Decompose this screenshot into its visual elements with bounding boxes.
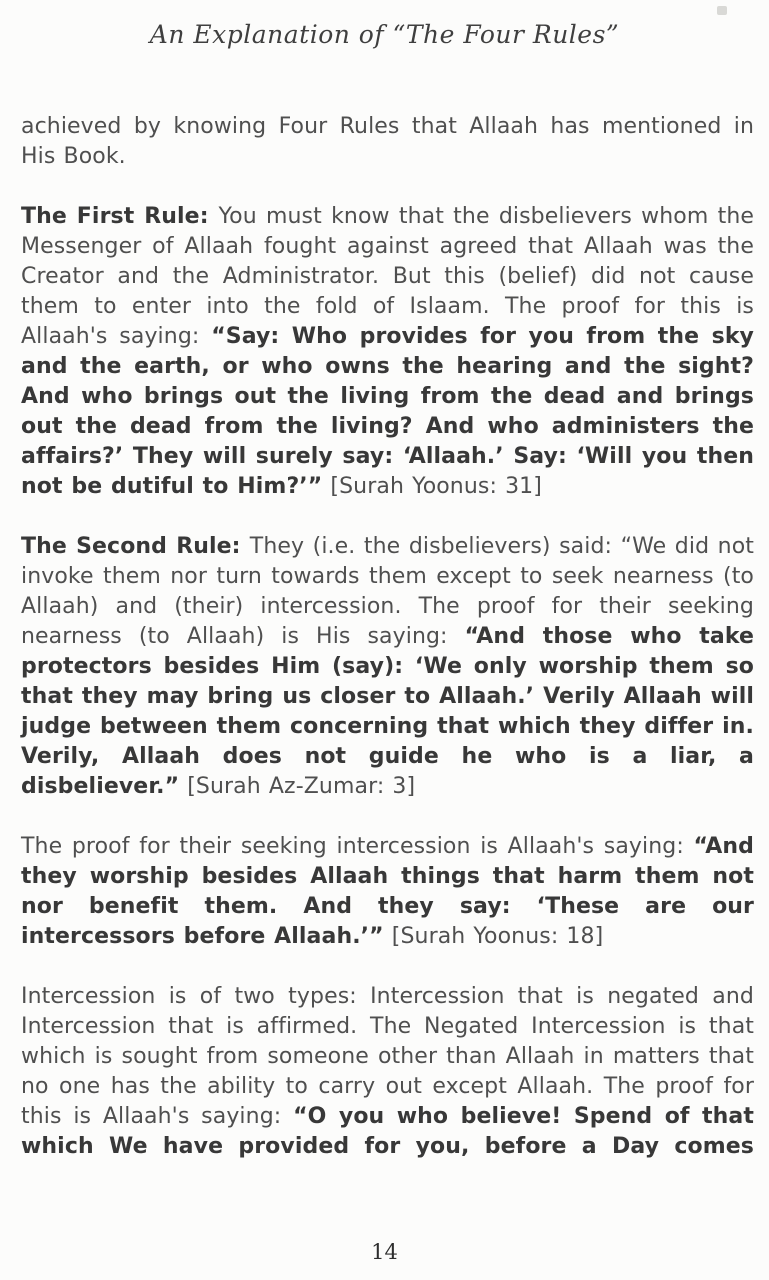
text-run: “O you who believe! Spend of that which We have provided for you, before a Day comes xyxy=(21,1104,754,1159)
text-run: “Say: Who provides for you from the sky and the earth, or who owns the hearing and the sight? And who brings out the living from the dead and brings out the dead from the living? And who administers the affairs?’ They will surely say: ‘Allaah.’ Say: ‘Will you then not be dutiful to Him?’” xyxy=(21,324,754,499)
text-run: [Surah Yoonus: 31] xyxy=(322,474,542,499)
paragraph xyxy=(21,832,754,952)
text-run: The Second Rule: xyxy=(21,534,250,559)
text-run: Intercession is of two types: Intercession that is negated and Intercession that is affirmed. The Negated Intercession is that which is sought from someone other than Allaah in matters that no one has the ability to carry out except Allaah. The proof for this is Allaah's saying: xyxy=(21,984,754,1129)
scan-artifact xyxy=(717,6,727,15)
page-number: 14 xyxy=(371,1240,398,1264)
running-header: An Explanation of “The Four Rules” xyxy=(149,20,620,49)
paragraph xyxy=(21,982,754,1162)
text-run: You must know that the disbelievers whom the Messenger of Allaah fought against agreed that Allaah was the Creator and the Administrator. But this (belief) did not cause them to enter into the fold of Islaam. The proof for this is Allaah's saying: xyxy=(21,204,754,349)
text-run: “And they worship besides Allaah things that harm them not nor benefit them. And they say: ‘These are our intercessors before Allaah.’” xyxy=(21,834,754,949)
text-run: The First Rule: xyxy=(21,204,219,229)
text-run: The proof for their seeking intercession is Allaah's saying: xyxy=(21,834,694,859)
paragraph xyxy=(21,112,754,172)
text-run: [Surah Az-Zumar: 3] xyxy=(179,774,416,799)
paragraph xyxy=(21,202,754,502)
paragraph xyxy=(21,532,754,802)
text-run: They (i.e. the disbelievers) said: “We did not invoke them nor turn towards them except to seek nearness (to Allaah) and (their) intercession. The proof for their seeking nearness (to Allaah) is His saying: xyxy=(21,534,754,649)
page-body xyxy=(21,112,754,1162)
text-run: achieved by knowing Four Rules that Allaah has mentioned in His Book. xyxy=(21,114,754,169)
text-run: “And those who take protectors besides Him (say): ‘We only worship them so that they may bring us closer to Allaah.’ Verily Allaah will judge between them concerning that which they differ in. Verily, Allaah does not guide he who is a liar, a disbeliever.” xyxy=(21,624,754,799)
text-run: [Surah Yoonus: 18] xyxy=(383,924,604,949)
